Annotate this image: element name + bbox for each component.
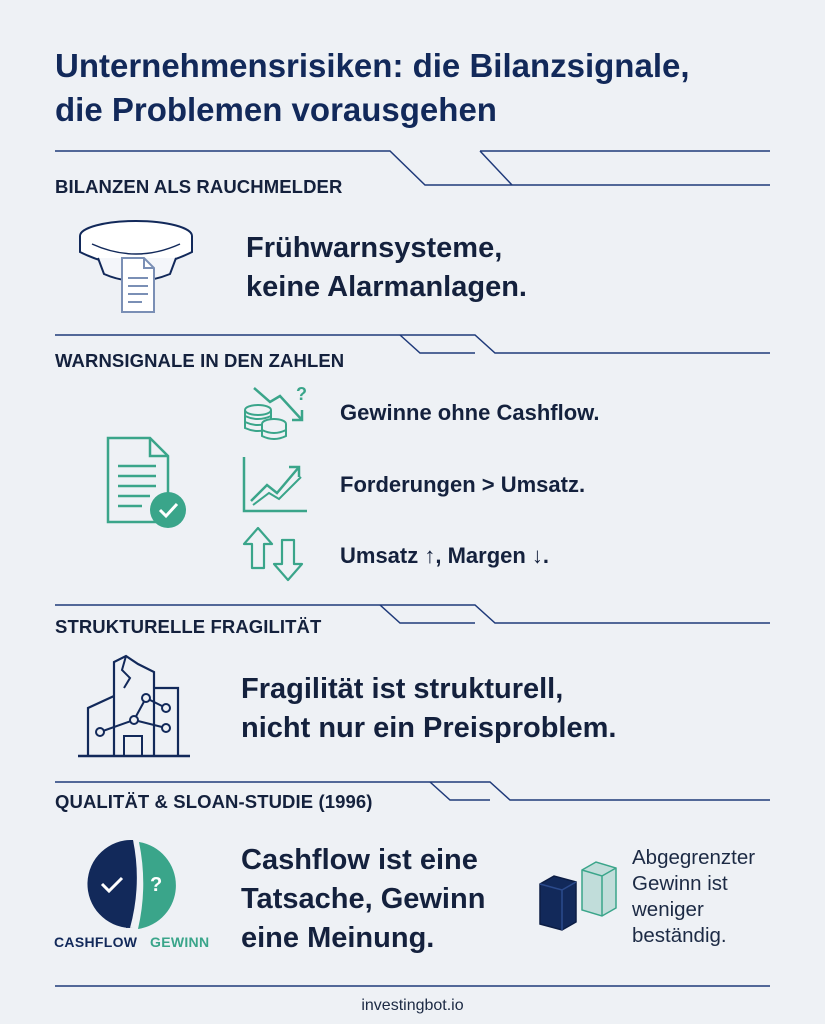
page-title bbox=[55, 44, 795, 132]
section-label-warnsignale: WARNSIGNALE IN DEN ZAHLEN bbox=[55, 350, 345, 371]
fragilitaet-line2: nicht nur ein Preisproblem. bbox=[241, 712, 617, 744]
smoke-detector-icon bbox=[78, 218, 208, 318]
rising-chart-icon bbox=[241, 455, 311, 515]
page-title-line1: Unternehmensrisiken: die Bilanzsignale, bbox=[55, 47, 690, 84]
split-circle-icon bbox=[86, 836, 196, 936]
footer-site: investingbot.io bbox=[361, 997, 464, 1014]
qualitaet-statement bbox=[241, 841, 485, 958]
cubes-icon bbox=[538, 858, 628, 933]
qualitaet-side-note bbox=[632, 845, 755, 949]
signal-text-2: Forderungen > Umsatz. bbox=[340, 472, 586, 497]
side-note-line1: Abgegrenzter bbox=[632, 846, 756, 869]
pie-label-cashflow: CASHFLOW bbox=[54, 934, 138, 950]
footer-divider bbox=[0, 984, 825, 988]
rauchmelder-line1: Frühwarnsysteme, bbox=[246, 232, 503, 264]
svg-text:?: ? bbox=[296, 384, 307, 404]
svg-text:?: ? bbox=[150, 874, 163, 896]
signal-text-1: Gewinne ohne Cashflow. bbox=[340, 400, 600, 425]
rauchmelder-line2: keine Alarmanlagen. bbox=[246, 271, 527, 303]
rauchmelder-statement bbox=[246, 229, 527, 307]
side-note-line3: weniger bbox=[632, 898, 704, 921]
coins-down-question-icon bbox=[240, 384, 310, 444]
checked-document-icon bbox=[106, 436, 196, 536]
qualitaet-line3: eine Meinung. bbox=[241, 922, 435, 954]
fragilitaet-statement bbox=[241, 670, 616, 748]
fragilitaet-line1: Fragilität ist strukturell, bbox=[241, 673, 564, 705]
qualitaet-line2: Tatsache, Gewinn bbox=[241, 883, 486, 915]
section-label-qualitaet: QUALITÄT & SLOAN-STUDIE (1996) bbox=[55, 791, 373, 812]
signal-text-3: Umsatz ↑, Margen ↓. bbox=[340, 543, 550, 568]
side-note-line4: beständig. bbox=[632, 924, 727, 947]
section-label-fragilitaet: STRUKTURELLE FRAGILITÄT bbox=[55, 616, 322, 637]
section-label-rauchmelder: BILANZEN ALS RAUCHMELDER bbox=[55, 176, 343, 197]
page-title-line2: die Problemen vorausgehen bbox=[55, 91, 497, 128]
pie-label-gewinn: GEWINN bbox=[150, 934, 210, 950]
cracked-building-icon bbox=[78, 652, 198, 762]
up-down-arrows-icon bbox=[244, 526, 314, 586]
side-note-line2: Gewinn ist bbox=[632, 872, 728, 895]
qualitaet-line1: Cashflow ist eine bbox=[241, 844, 478, 876]
